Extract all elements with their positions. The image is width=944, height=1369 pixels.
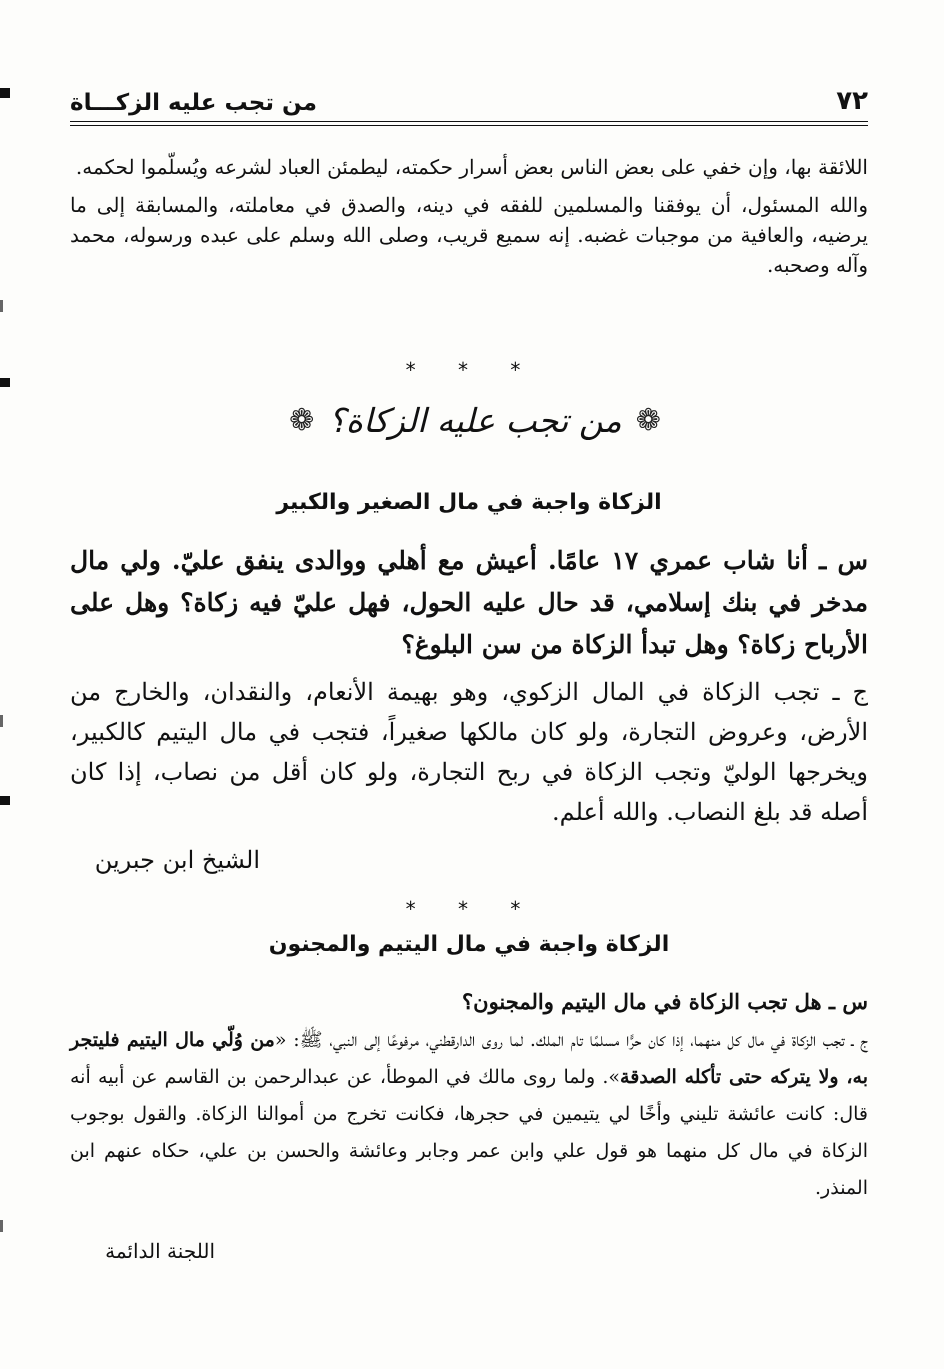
page-number: ٧٢ <box>836 86 868 116</box>
fatwa-2-answer-part-2: ». ولما روى مالك في الموطأ، عن عبدالرحمن بن القاسم عن أبيه أنه قال: كانت عائشة تليني وأخًا لي يتيمين في حجرها، فكانت تخرج من أموالنا الزكاة. والقول بوجوب الزكاة في مال كل منهما هو قول علي وابن عمر وجابر وعائشة والحسن بن علي، حكاه عنهم ابن المنذر. <box>70 1066 868 1199</box>
ornament-left-icon: ❁ <box>289 402 315 438</box>
fatwa-1-heading: الزكاة واجبة في مال الصغير والكبير <box>276 490 662 515</box>
intro-text <box>70 152 868 288</box>
edge-dot-3 <box>0 1220 3 1232</box>
separator-stars-1: * * * <box>405 358 539 382</box>
fatwa-2-hadith: من وُلّي مال اليتيم فليتجر به، ولا يتركه حتى تأكله الصدقة <box>70 1029 868 1088</box>
edge-dot-1 <box>0 300 3 312</box>
fatwa-1-answer: ج ـ تجب الزكاة في المال الزكوي، وهو بهيمة الأنعام، والنقدان، والخارج من الأرض، وعروض التجارة، ولو كان مالكها صغيراً، فتجب في مال اليتيم كالكبير، ويخرجها الوليّ وتجب الزكاة في ربح التجارة، ولو كان أقل من نصاب، إذا كان أصله قد بلغ النصاب. والله أعلم. <box>70 678 868 826</box>
page-header <box>70 78 868 116</box>
section-heading <box>200 390 750 450</box>
fatwa-2-signature: اللجنة الدائمة <box>105 1239 215 1263</box>
fatwa-1-question: س ـ أنا شاب عمري ١٧ عامًا. أعيش مع أهلي ووالدى ينفق عليّ. ولي مال مدخر في بنك إسلامي، قد حال عليه الحول، فهل عليّ فيه زكاة؟ وهل على الأرباح زكاة؟ وهل تبدأ الزكاة من سن البلوغ؟ <box>70 546 868 659</box>
section-title: من تجب عليه الزكاة؟ <box>328 400 622 440</box>
fatwa-2-answer-part-1: ج ـ تجب الزكاة في مال كل منهما، إذا كان حرًّا مسلمًا تام الملك. لما روى الدارقطني، مرفوعًا إلى النبي، ﷺ: « <box>274 1029 868 1051</box>
ornament-right-icon: ❁ <box>635 402 661 438</box>
intro-paragraph-1: اللائقة بها، وإن خفي على بعض الناس بعض أسرار حكمته، ليطمئن العباد لشرعه ويُسلّموا لحكمه. <box>75 155 868 179</box>
intro-paragraph-2: والله المسئول، أن يوفقنا والمسلمين للفقه في دينه، والصدق في معاملته، والمسابقة إلى ما يرضيه، والعافية من موجبات غضبه. إنه سميع قريب، وصلى الله وسلم على عبده ورسوله، محمد وآله وصحبه. <box>70 193 868 277</box>
fatwa-2-question: س ـ هل تجب الزكاة في مال اليتيم والمجنون؟ <box>462 989 868 1014</box>
edge-mark-1 <box>0 88 10 98</box>
fatwa-1-signature: الشيخ ابن جبرين <box>94 846 260 874</box>
edge-dot-2 <box>0 715 3 727</box>
fatwa-2-answer <box>70 1022 868 1207</box>
separator-stars-2: * * * <box>405 897 539 921</box>
running-title: من تجب عليه الزكـــاة <box>70 90 317 116</box>
header-rule-double <box>70 125 868 126</box>
fatwa-2-heading: الزكاة واجبة في مال اليتيم والمجنون <box>268 932 670 957</box>
edge-mark-3 <box>0 796 10 805</box>
header-rule <box>70 121 868 122</box>
